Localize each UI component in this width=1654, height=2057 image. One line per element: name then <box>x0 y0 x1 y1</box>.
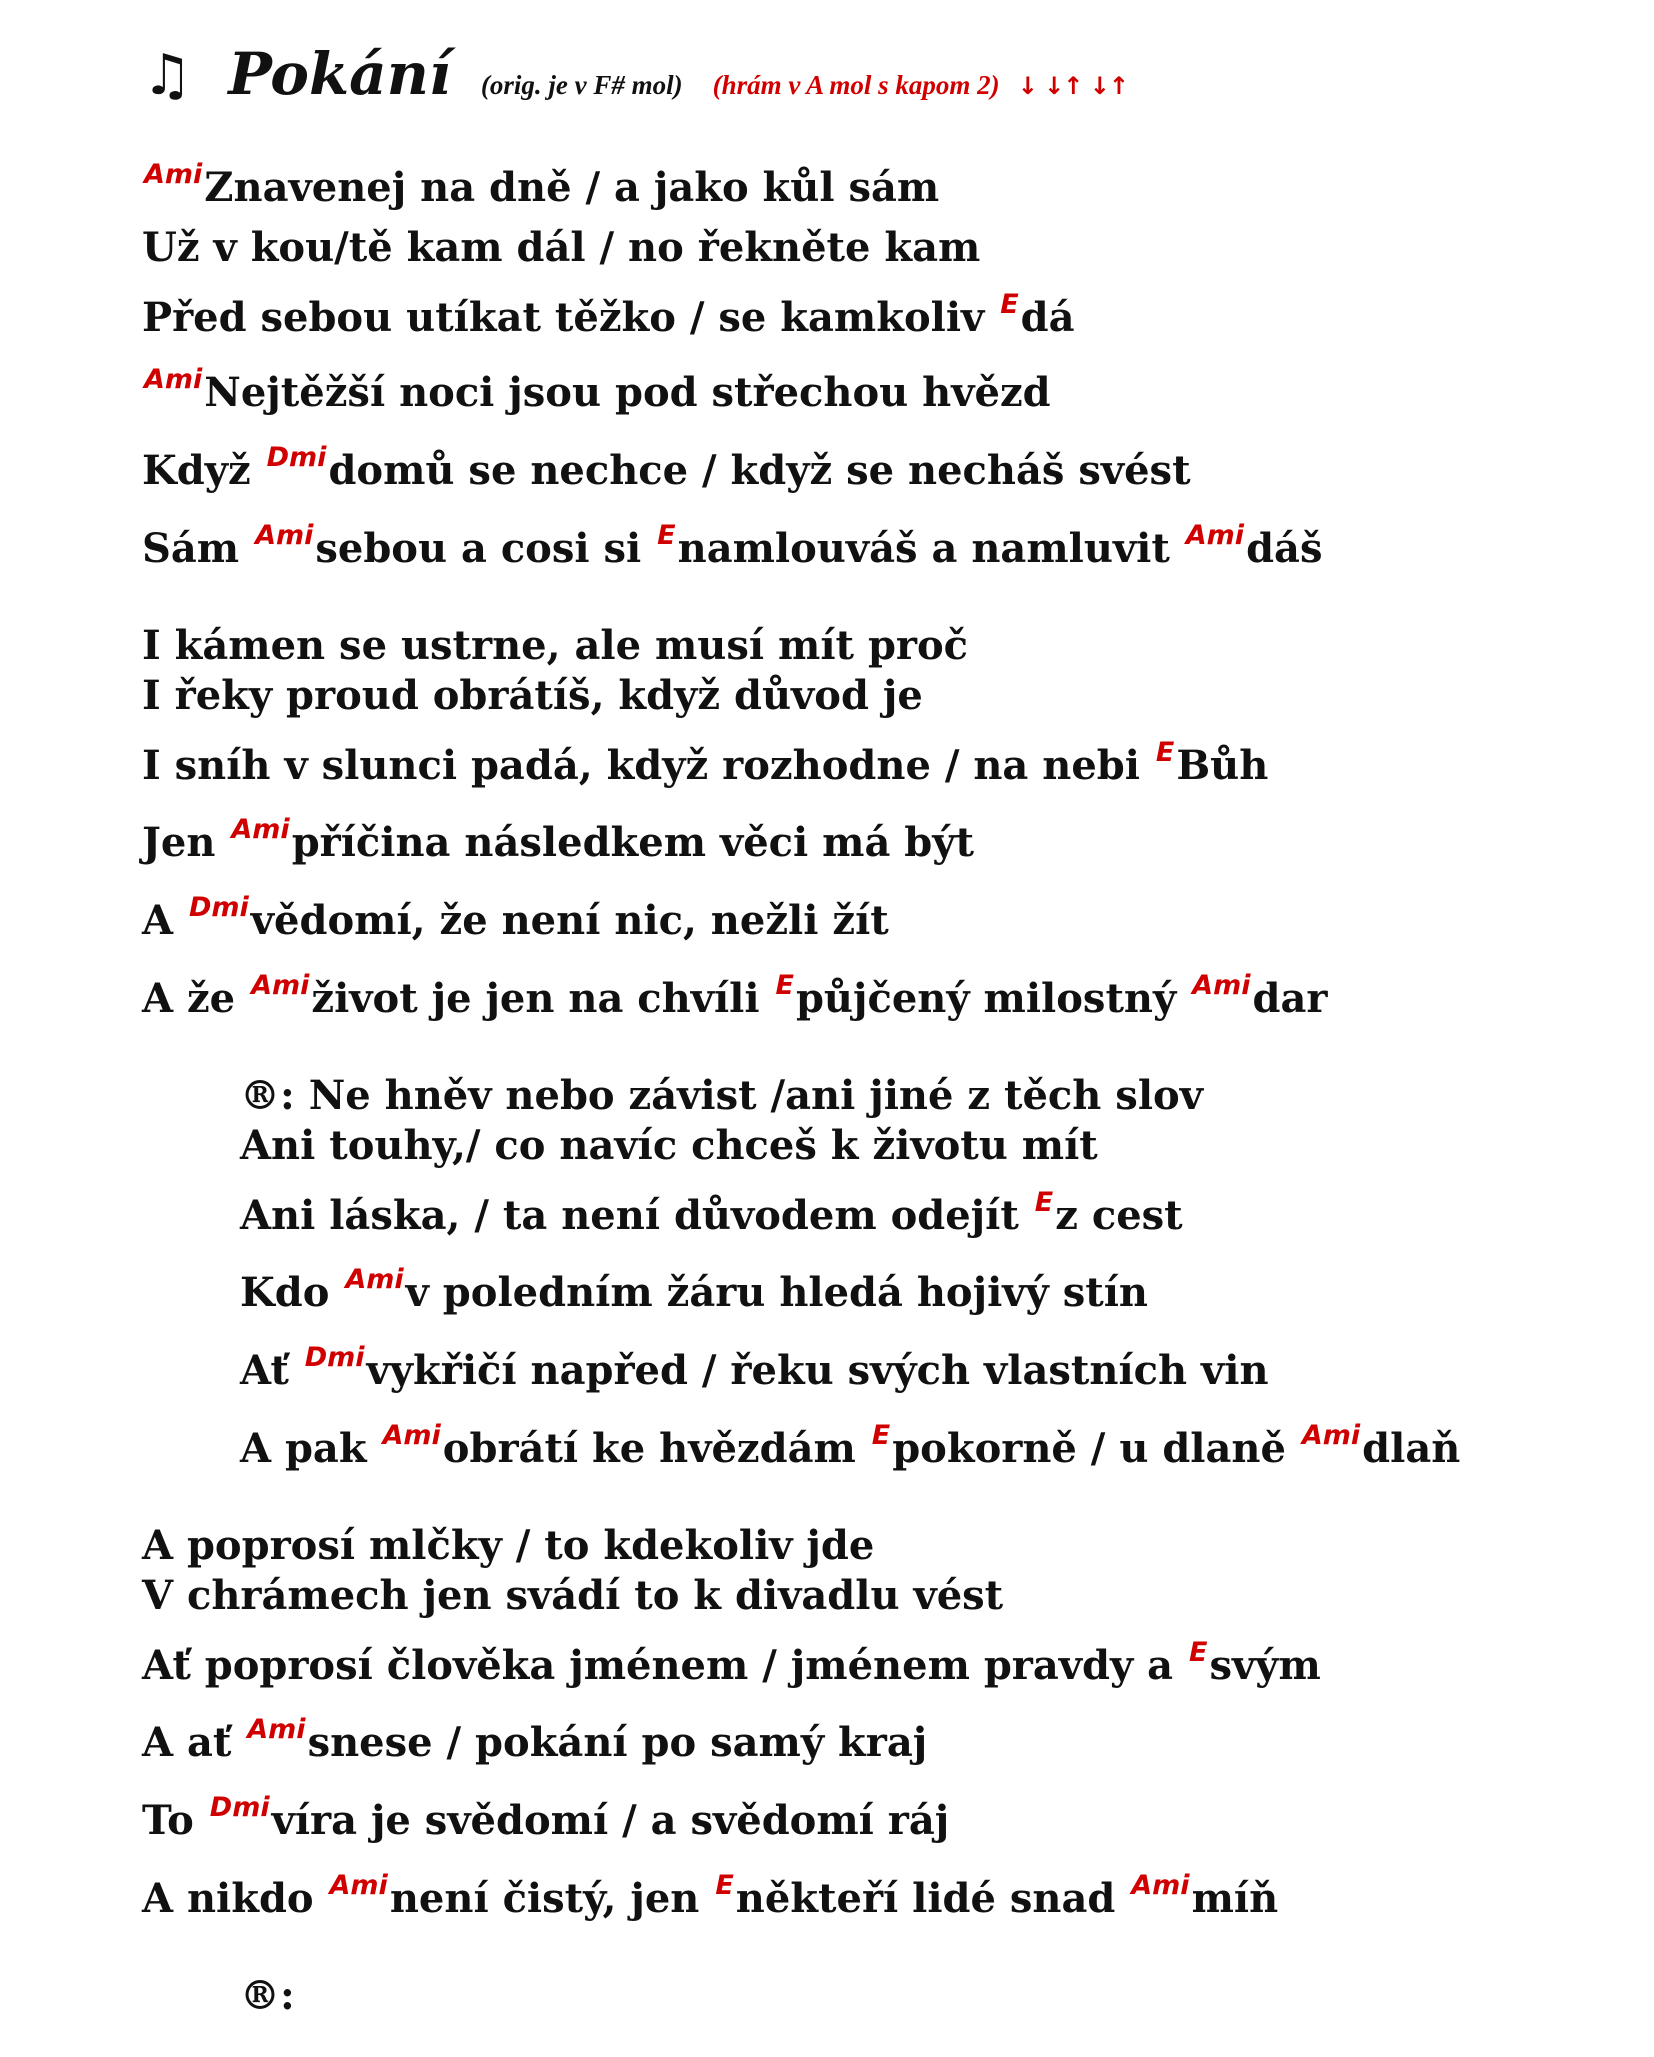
chord-label: Ami <box>251 970 310 1001</box>
lyric-text: I kámen se ustrne, ale musí mít proč <box>142 622 969 669</box>
lyric-text: víra je svědomí / a svědomí ráj <box>271 1797 950 1844</box>
lyric-text: Bůh <box>1176 742 1269 789</box>
lyric-line <box>142 289 1075 341</box>
chord-label: Ami <box>247 1714 306 1745</box>
chord-label: Ami <box>144 159 203 190</box>
chord-label: Ami <box>345 1264 404 1295</box>
chord-label: Dmi <box>266 442 327 473</box>
lyric-line <box>142 672 923 719</box>
lyric-text: půjčený milostný <box>795 975 1191 1022</box>
original-key-note: (orig. je v F# mol) <box>480 70 683 100</box>
lyric-text: A nikdo <box>142 1875 328 1922</box>
lyric-line <box>142 159 940 211</box>
lyric-text: Znavenej na dně / a jako kůl sám <box>204 164 940 211</box>
lyric-text: dar <box>1252 975 1328 1022</box>
capo-note: (hrám v A mol s kapom 2) <box>712 70 1000 100</box>
chord-label: Ami <box>382 1420 441 1451</box>
lyric-line <box>240 1972 295 2019</box>
music-note-icon: ♫ <box>142 43 193 108</box>
lyric-line <box>142 1637 1321 1689</box>
lyric-text: ®: Ne hněv nebo závist /ani jiné z těch slov <box>240 1072 1203 1119</box>
lyric-line <box>142 737 1269 789</box>
chord-label: E <box>1034 1187 1054 1218</box>
song-title: Pokání <box>228 40 451 108</box>
lyric-text: domů se nechce / když se necháš svést <box>328 447 1191 494</box>
chord-label: Ami <box>1131 1870 1190 1901</box>
lyric-text: snese / pokání po samý kraj <box>307 1719 928 1766</box>
lyric-text: vědomí, že není nic, nežli žít <box>250 897 889 944</box>
song-header <box>142 40 1128 120</box>
chord-label: E <box>871 1420 891 1451</box>
lyric-line <box>142 1870 1279 1922</box>
chord-label: Ami <box>1192 970 1251 1001</box>
lyric-text: svým <box>1209 1642 1321 1689</box>
chord-label: Dmi <box>304 1342 365 1373</box>
lyric-line <box>142 442 1191 494</box>
lyric-line <box>142 364 1051 416</box>
lyric-text: Jen <box>142 819 230 866</box>
chord-label: Dmi <box>188 892 249 923</box>
lyric-text: I řeky proud obrátíš, když důvod je <box>142 672 923 719</box>
lyric-text: příčina následkem věci má být <box>291 819 974 866</box>
chord-label: Ami <box>1185 520 1245 551</box>
lyric-text: pokorně / u dlaně <box>892 1425 1300 1472</box>
lyric-line <box>240 1122 1098 1169</box>
lyric-text: namlouváš a namluvit <box>677 525 1184 572</box>
lyric-text: dá <box>1020 294 1075 341</box>
lyric-text: V chrámech jen svádí to k divadlu vést <box>142 1572 1004 1619</box>
lyric-text: ®: <box>240 1972 295 2019</box>
strumming-pattern: ↓ ↓↑ ↓↑ <box>1017 72 1128 100</box>
chord-label: E <box>657 520 676 551</box>
lyric-line <box>142 970 1328 1022</box>
lyric-text: Ani touhy,/ co navíc chceš k životu mít <box>240 1122 1098 1169</box>
lyric-text: A ať <box>142 1719 246 1766</box>
chord-label: Ami <box>255 520 314 551</box>
lyric-text: A <box>142 897 187 944</box>
lyric-line <box>142 892 889 944</box>
lyric-line <box>240 1187 1183 1239</box>
lyric-line <box>240 1342 1269 1394</box>
lyric-line <box>142 622 969 669</box>
lyric-text: někteří lidé snad <box>735 1875 1130 1922</box>
chord-label: Ami <box>1301 1420 1361 1451</box>
lyric-line <box>142 1572 1004 1619</box>
lyric-line <box>240 1264 1148 1316</box>
lyric-text: Ani láska, / ta není důvodem odejít <box>240 1192 1033 1239</box>
lyric-text: I sníh v slunci padá, když rozhodne / na nebi <box>142 742 1154 789</box>
lyric-line <box>240 1072 1203 1119</box>
chord-label: E <box>1155 737 1175 768</box>
lyric-line <box>142 224 981 271</box>
lyric-text: život je jen na chvíli <box>311 975 774 1022</box>
chord-label: Ami <box>231 814 290 845</box>
lyric-line <box>142 1792 950 1844</box>
lyric-text: Už v kou/tě kam dál / no řekněte kam <box>142 224 981 271</box>
chord-label: E <box>775 970 794 1001</box>
chord-label: E <box>1189 1637 1208 1668</box>
lyric-text: Před sebou utíkat těžko / se kamkoliv <box>142 294 999 341</box>
chord-label: Ami <box>144 364 203 395</box>
lyric-text: Sám <box>142 525 254 572</box>
lyric-text: vykřičí napřed / řeku svých vlastních vin <box>366 1347 1269 1394</box>
lyric-text: Kdo <box>240 1269 344 1316</box>
lyric-text: A že <box>142 975 250 1022</box>
lyric-text: obrátí ke hvězdám <box>442 1425 870 1472</box>
lyric-line <box>142 1714 928 1766</box>
lyric-text: A pak <box>240 1425 381 1472</box>
lyric-text: není čistý, jen <box>389 1875 714 1922</box>
lyric-text: Nejtěžší noci jsou pod střechou hvězd <box>204 369 1051 416</box>
chord-label: E <box>1000 289 1019 320</box>
lyric-text: Ať poprosí člověka jménem / jménem pravdy a <box>142 1642 1187 1689</box>
lyric-text: sebou a cosi si <box>315 525 656 572</box>
lyric-line <box>240 1420 1461 1472</box>
lyric-line <box>142 520 1323 572</box>
chord-label: Ami <box>329 1870 388 1901</box>
chord-label: Dmi <box>209 1792 270 1823</box>
lyric-text: Ať <box>240 1347 303 1394</box>
lyric-text: dáš <box>1246 525 1323 572</box>
lyric-line <box>142 814 974 866</box>
lyric-line <box>142 1522 875 1569</box>
lyric-text: A poprosí mlčky / to kdekoliv jde <box>142 1522 875 1569</box>
lyric-text: míň <box>1191 1875 1279 1922</box>
lyric-text: Když <box>142 447 265 494</box>
chord-label: E <box>715 1870 734 1901</box>
lyric-text: To <box>142 1797 208 1844</box>
lyric-text: v poledním žáru hledá hojivý stín <box>405 1269 1148 1316</box>
lyric-text: dlaň <box>1362 1425 1461 1472</box>
lyric-text: z cest <box>1055 1192 1183 1239</box>
